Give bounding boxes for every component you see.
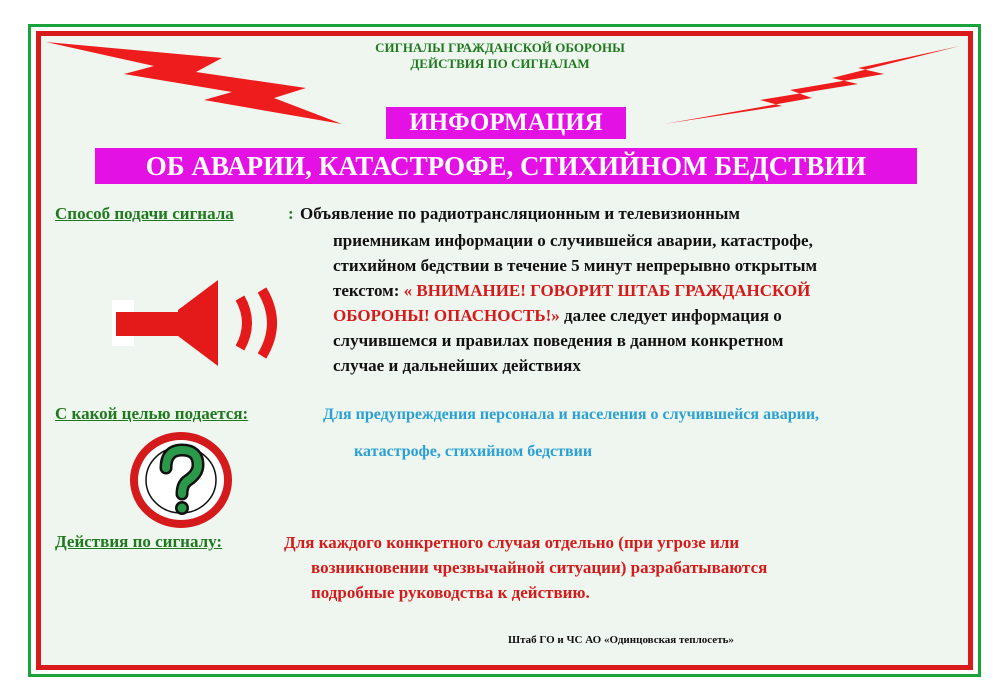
method-label: Способ подачи сигнала [55, 204, 234, 223]
method-text-line-5 [333, 303, 782, 328]
purpose-text-line-1: Для предупреждения персонала и населения о случившейся аварии, [323, 406, 820, 423]
actions-text-line-3: подробные руководства к действию. [311, 583, 590, 602]
footer-signature: Штаб ГО и ЧС АО «Одинцовская теплосеть» [508, 634, 734, 646]
method-text-line-4-black: текстом: [333, 281, 404, 300]
method-text-line-2: приемникам информации о случившейся аварии, катастрофе, [333, 231, 813, 250]
method-text-line-5-red: ОБОРОНЫ! ОПАСНОСТЬ!» [333, 306, 560, 325]
header [340, 40, 660, 72]
method-colon: : [288, 204, 294, 223]
actions-text-line-2: возникновении чрезвычайной ситуации) разрабатываются [311, 558, 768, 577]
question-mark-icon [130, 432, 232, 528]
method-text-line-3: стихийном бедствии в течение 5 минут непрерывно открытым [333, 256, 818, 275]
lightning-bolt-icon [44, 40, 344, 126]
method-text-line-5-black: далее следует информация о [559, 306, 782, 325]
actions-text-line-1: Для каждого конкретного случая отдельно (при угрозе или [284, 533, 740, 552]
title-line-2: ОБ АВАРИИ, КАТАСТРОФЕ, СТИХИЙНОМ БЕДСТВИИ [95, 148, 917, 184]
title-line-1: ИНФОРМАЦИЯ [386, 107, 626, 139]
lightning-bolt-icon [662, 44, 962, 126]
method-text-line-7: случае и дальнейших действиях [333, 356, 581, 375]
method-text-line-4 [333, 278, 810, 303]
method-text-line-4-red: « ВНИМАНИЕ! ГОВОРИТ ШТАБ ГРАЖДАНСКОЙ [403, 281, 811, 300]
header-line-1: СИГНАЛЫ ГРАЖДАНСКОЙ ОБОРОНЫ [375, 40, 625, 55]
purpose-text-line-2: катастрофе, стихийном бедствии [354, 443, 593, 460]
method-text-line-1: Объявление по радиотрансляционным и телевизионным [300, 204, 740, 223]
actions-label: Действия по сигналу: [55, 532, 223, 551]
speaker-icon [112, 276, 302, 370]
header-line-2: ДЕЙСТВИЯ ПО СИГНАЛАМ [410, 56, 590, 71]
method-text-line-6: случившемся и правилах поведения в данном конкретном [333, 331, 784, 350]
purpose-label: С какой целью подается: [55, 404, 249, 423]
